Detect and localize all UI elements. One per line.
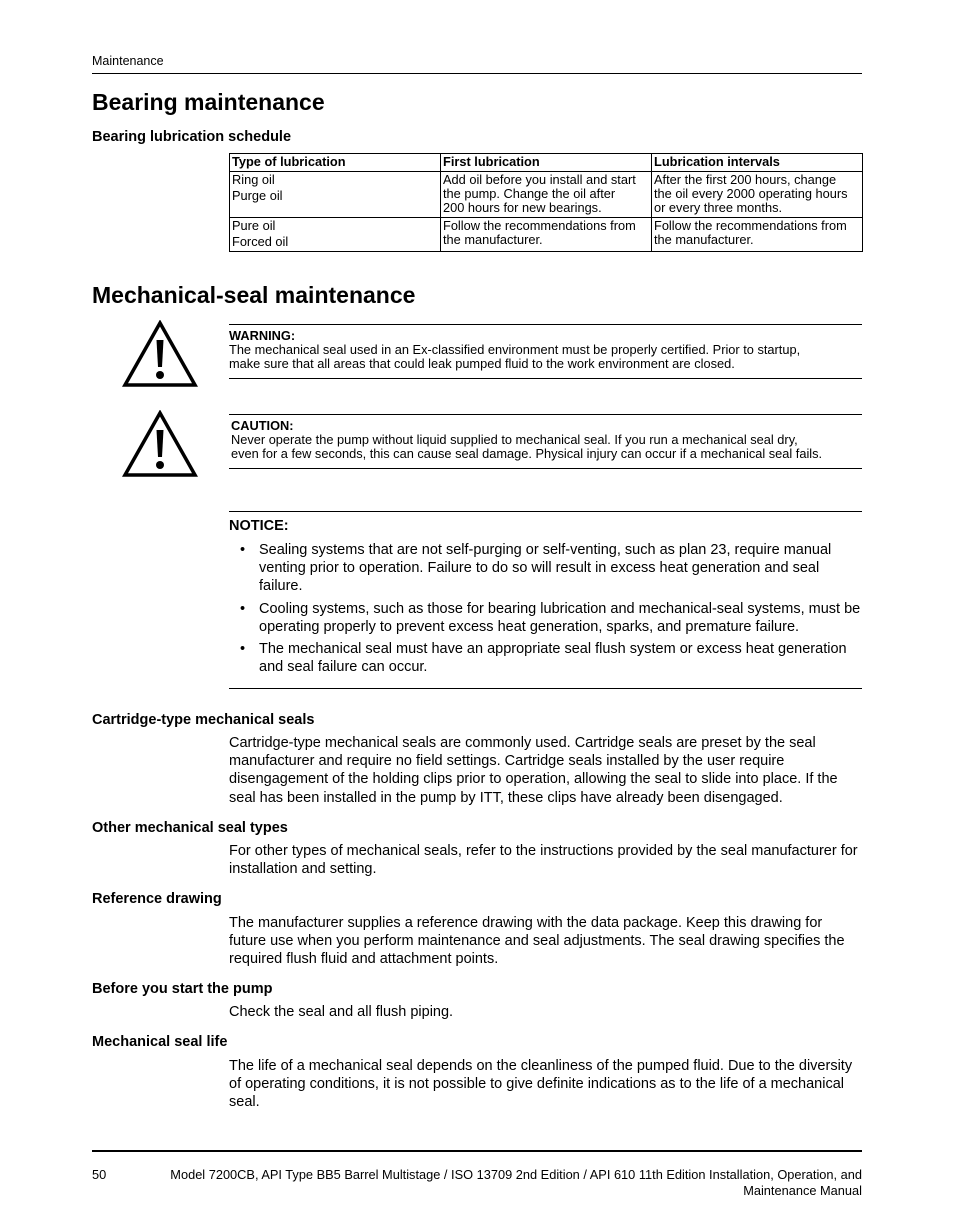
reference-drawing-heading: Reference drawing — [92, 891, 222, 907]
table-cell-first — [441, 218, 652, 252]
table-header-row — [230, 154, 863, 172]
cell-line: the manufacturer. — [654, 232, 754, 248]
notice-item — [229, 541, 862, 596]
footer-line: Model 7200CB, API Type BB5 Barrel Multistage / ISO 13709 2nd Edition / API 610 11th Edition Installation, Operation, and — [170, 1167, 862, 1182]
table-header-cell: Lubrication intervals — [652, 154, 863, 172]
cell-line: Pure oil — [232, 218, 276, 233]
lubrication-schedule-heading: Bearing lubrication schedule — [92, 129, 292, 145]
other-seal-types-body: For other types of mechanical seals, refer to the instructions provided by the seal manufacturer for installation and setting. — [229, 843, 858, 878]
reference-drawing-body: The manufacturer supplies a reference drawing with the data package. Keep this drawing for future use when you perform maintenance and seal adjustments. The seal drawing specifies the required flush fluid and attachment points. — [229, 915, 845, 968]
notice-bottom-rule — [229, 688, 862, 689]
running-header: Maintenance — [92, 54, 164, 68]
before-start-body: Check the seal and all flush piping. — [229, 1004, 454, 1020]
notice-item-text: Cooling systems, such as those for bearing lubrication and mechanical-seal systems, must be operating properly to prevent excess heat generation, sparks, and premature failure. — [259, 600, 861, 635]
warning-line: make sure that all areas that could leak pumped fluid to the work environment are closed. — [229, 356, 735, 371]
warning-label: WARNING: — [229, 328, 296, 343]
cell-line: After the first 200 hours, change — [654, 172, 837, 187]
table-cell-interval — [652, 172, 863, 218]
table-cell-first — [441, 172, 652, 218]
warning-top-rule — [229, 324, 862, 325]
warning-triangle-icon — [122, 320, 198, 388]
caution-line: Never operate the pump without liquid supplied to mechanical seal. If you run a mechanical seal dry, — [231, 432, 798, 447]
notice-item — [229, 640, 862, 676]
caution-line: even for a few seconds, this can cause seal damage. Physical injury can occur if a mechanical seal fails. — [231, 446, 823, 461]
table-row — [230, 218, 863, 252]
lubrication-schedule-table — [229, 153, 863, 252]
cell-line: Add oil before you install and start — [443, 172, 636, 187]
notice-top-rule — [229, 511, 862, 512]
bullet: • — [240, 600, 246, 617]
cartridge-seals-heading: Cartridge-type mechanical seals — [92, 712, 315, 728]
warning-bottom-rule — [229, 378, 862, 379]
bullet: • — [240, 641, 246, 658]
footer-divider — [92, 1150, 862, 1152]
notice-item — [229, 600, 862, 636]
table-cell-type — [230, 218, 441, 252]
table-cell-type — [230, 172, 441, 218]
cell-line: the oil every 2000 operating hours — [654, 186, 848, 202]
cell-line: 200 hours for new bearings. — [443, 200, 602, 216]
warning-line: The mechanical seal used in an Ex-classified environment must be properly certified. Prior to startup, — [229, 342, 801, 357]
cell-line: the pump. Change the oil after — [443, 186, 616, 202]
bearing-maintenance-title: Bearing maintenance — [92, 89, 325, 115]
cell-line: Follow the recommendations from — [654, 218, 847, 233]
caution-triangle-icon — [122, 410, 198, 478]
notice-list — [229, 541, 862, 680]
table-row — [230, 172, 863, 218]
seal-life-body: The life of a mechanical seal depends on the cleanliness of the pumped fluid. Due to the diversity of operating conditions, it is not possible to give definite indications as to the life of a mechanical seal. — [229, 1058, 853, 1111]
notice-item-text: The mechanical seal must have an appropriate seal flush system or excess heat generation and seal failure can occur. — [259, 641, 847, 676]
footer-line: Maintenance Manual — [743, 1182, 862, 1198]
bullet: • — [240, 542, 246, 558]
footer-title — [128, 1167, 862, 1198]
before-start-heading: Before you start the pump — [92, 981, 273, 997]
cell-line: Forced oil — [232, 234, 289, 250]
seal-maintenance-title: Mechanical-seal maintenance — [92, 282, 416, 308]
table-header-cell: First lubrication — [441, 154, 652, 172]
table-header-cell: Type of lubrication — [230, 154, 441, 172]
header-divider — [92, 73, 862, 74]
cell-line: Ring oil — [232, 172, 275, 187]
cell-line: Purge oil — [232, 188, 283, 204]
caution-label: CAUTION: — [231, 418, 294, 433]
page-number: 50 — [92, 1167, 107, 1182]
notice-label: NOTICE: — [229, 518, 289, 534]
cartridge-seals-body: Cartridge-type mechanical seals are commonly used. Cartridge seals are preset by the seal manufacturer and require no field settings. Cartridge seals installed by the user require disengagement of the holding clips prior to operation, allowing the seal to slide into place. If the seal has been installed in the pump by ITT, these clips have already been disengaged. — [229, 735, 838, 806]
cell-line: the manufacturer. — [443, 232, 543, 248]
cell-line: Follow the recommendations from — [443, 218, 636, 233]
seal-life-heading: Mechanical seal life — [92, 1034, 228, 1050]
cell-line: or every three months. — [654, 200, 783, 216]
notice-item-text: Sealing systems that are not self-purging or self-venting, such as plan 23, require manual venting prior to operation. Failure to do so will result in excess heat generation and seal failure. — [259, 542, 832, 595]
other-seal-types-heading: Other mechanical seal types — [92, 820, 288, 836]
caution-top-rule — [229, 414, 862, 415]
caution-bottom-rule — [229, 468, 862, 469]
table-cell-interval — [652, 218, 863, 252]
